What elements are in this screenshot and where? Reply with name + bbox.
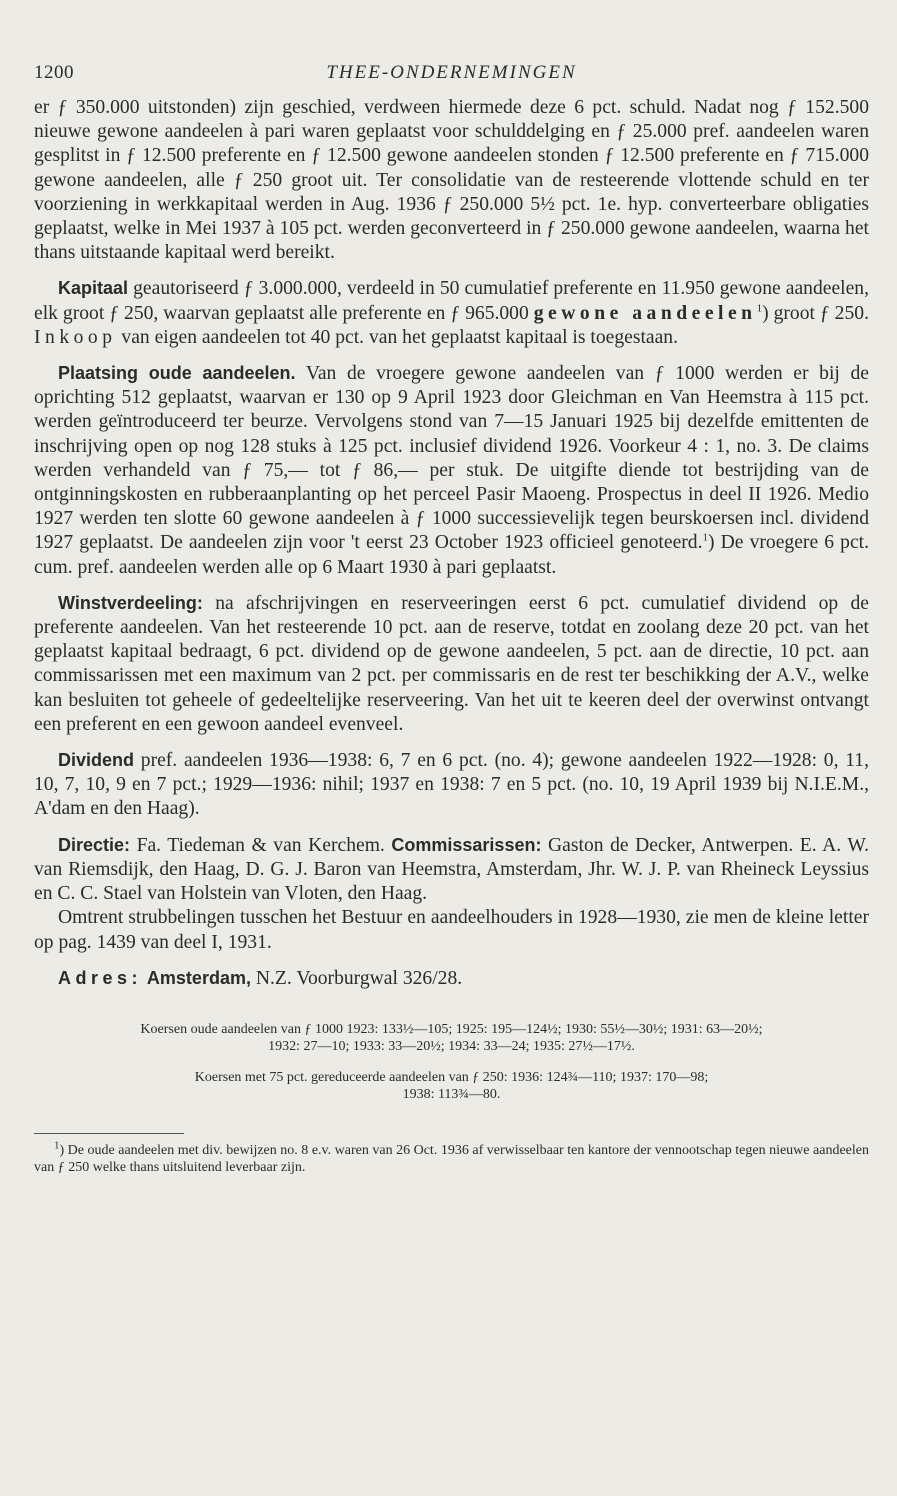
footnote-mark: 1: [756, 302, 763, 315]
commissarissen-label: Commissarissen:: [391, 834, 542, 855]
paragraph-omtrent: Omtrent strubbelingen tusschen het Bestuur en aandeelhouders in 1928—1930, zie men de kleine letter op pag. 1439 van deel I, 1931.: [34, 907, 869, 953]
footnote-divider: [34, 1133, 184, 1134]
koersen-gereduceerd: Koersen met 75 pct. gereduceerde aandeelen van ƒ 250: 1936: 124¾—110; 1937: 170—98; 1938: 113¾—80.: [194, 1069, 709, 1102]
paragraph-directie: Directie: Fa. Tiedeman & van Kerchem. Commissarissen: Gaston de Decker, Antwerpen. E. A. W. van Riemsdijk, den Haag, D. G. J. Baron van Heemstra, Amsterdam, Jhr. W. J. P. van Rheineck Leyssius en C. C. Stael van Holstein van Vloten, den Haag.: [34, 834, 869, 905]
winstverdeeling-label: Winstverdeeling:: [58, 592, 203, 613]
directie-label: Directie:: [58, 834, 131, 855]
adres-city: Amsterdam,: [146, 967, 251, 988]
plaatsing-label: Plaatsing oude aandeelen.: [58, 363, 296, 384]
paragraph-winstverdeeling: Winstverdeeling: na afschrijvingen en reserveeringen eerst 6 pct. cumulatief dividend op de preferente aandeelen. Van het resteerende 10 pct. aan de reserve, totdat en zoolang deze 20 pct. van het geplaatst kapitaal bedraagt, 6 pct. dividend op de gewone aandeelen, 5 pct. aan de directie, 10 pct. aan commissarissen met een maximum van 2 pct. per commissaris en de rest ter beschikking der A.V., welke kan besluiten tot geheele of gedeeltelijke reserveering. Van het uit te keeren deel der overwinst ontvangt een preferent en een gewoon aandeel evenveel.: [34, 592, 869, 735]
inkoop-spaced: Inkoop: [34, 326, 117, 348]
footnote: $^1$) De oude aandeelen met div. bewijzen no. 8 e.v. waren van 26 Oct. 1936 af verwisselbaar ten kantore der vennootschap tegen nieuwe aandeelen van ƒ 250 welke thans uitsluitend leverbaar zijn.: [34, 1139, 869, 1175]
paragraph-dividend: Dividend pref. aandeelen 1936—1938: 6, 7 en 6 pct. (no. 4); gewone aandeelen 1922—1928: 0, 11, 10, 7, 10, 9 en 7 pct.; 1929—1936: nihil; 1937 en 1938: 7 en 5 pct. (no. 10, 19 April 1939 bij N.I.E.M., A'dam en den Haag).: [34, 750, 869, 820]
page-number: 1200: [34, 62, 74, 83]
running-title: THEE-ONDERNEMINGEN: [326, 62, 577, 83]
paragraph-adres: Adres: Amsterdam, N.Z. Voorburgwal 326/28.: [58, 967, 463, 989]
footnote-mark: 1: [54, 1139, 60, 1152]
kapitaal-label: Kapitaal: [58, 278, 129, 299]
page-header: [34, 58, 869, 88]
paragraph-continuation: er ƒ 350.000 uitstonden) zijn geschied, verdween hiermede deze 6 pct. schuld. Nadat nog ƒ 152.500 nieuwe gewone aandeelen à pari waren geplaatst voor schulddelging en ƒ 25.000 pref. aandeelen waren gesplitst in ƒ 12.500 preferente en ƒ 12.500 gewone aandeelen stonden ƒ 12.500 preferente en ƒ 715.000 gewone aandeelen, alle ƒ 250 groot uit. Ter consolidatie van de resteerende vlottende schuld en ter voorziening in werkkapitaal werden in Aug. 1936 ƒ 250.000 5½ pct. 1e. hyp. converteerbare obligaties geplaatst, welke in Mei 1937 à 105 pct. werden geconverteerd in ƒ 250.000 gewone aandeelen, waarna het thans uitstaande kapitaal werd bereikt.: [34, 97, 869, 264]
gewone-aandeelen-spaced: gewone aandeelen: [533, 302, 757, 324]
koersen-oude: Koersen oude aandeelen van ƒ 1000 1923: 133½—105; 1925: 195—124½; 1930: 55½—30½; 1931: 63—20½; 1932: 27—10; 1933: 33—20½; 1934: 33—24; 1935: 27½—17½.: [140, 1021, 763, 1054]
footnote-mark: 1: [702, 531, 708, 544]
dividend-label: Dividend: [58, 750, 135, 771]
adres-label: Adres:: [58, 967, 143, 988]
body-text: [34, 96, 869, 991]
paragraph-kapitaal: Kapitaal geautoriseerd ƒ 3.000.000, verdeeld in 50 cumulatief preferente en 11.950 gewone aandeelen, elk groot ƒ 250, waarvan geplaatst alle preferente en ƒ 965.000 gewone aandeelen$^1$) groot ƒ 250. Inkoop van eigen aandeelen tot 40 pct. van het geplaatst kapitaal is toegestaan.: [34, 278, 869, 348]
paragraph-plaatsing: Plaatsing oude aandeelen. Van de vroegere gewone aandeelen van ƒ 1000 werden er bij de oprichting 512 geplaatst, waarvan er 130 op 9 April 1923 door Gleichman en Van Heemstra à 115 pct. werden geïntroduceerd ter beurze. Vervolgens stond van 7—15 Januari 1925 bij dezelfde emittenten de inschrijving open op nog 128 stuks à 125 pct. inclusief dividend 1926. Voorkeur 4 : 1, no. 3. De claims werden verhandeld van ƒ 75,— tot ƒ 86,— per stuk. De uitgifte diende tot bestrijding van de ontginningskosten en rubberaanplanting op het perceel Pasir Maoeng. Prospectus in deel II 1926. Medio 1927 werden ten slotte 60 gewone aandeelen à ƒ 1000 successievelijk tegen beurskoersen incl. dividend 1927 geplaatst. De aandeelen zijn voor 't eerst 23 October 1923 officieel genoteerd.$^1$) De vroegere 6 pct. cum. pref. aandeelen werden alle op 6 Maart 1930 à pari geplaatst.: [34, 363, 869, 578]
